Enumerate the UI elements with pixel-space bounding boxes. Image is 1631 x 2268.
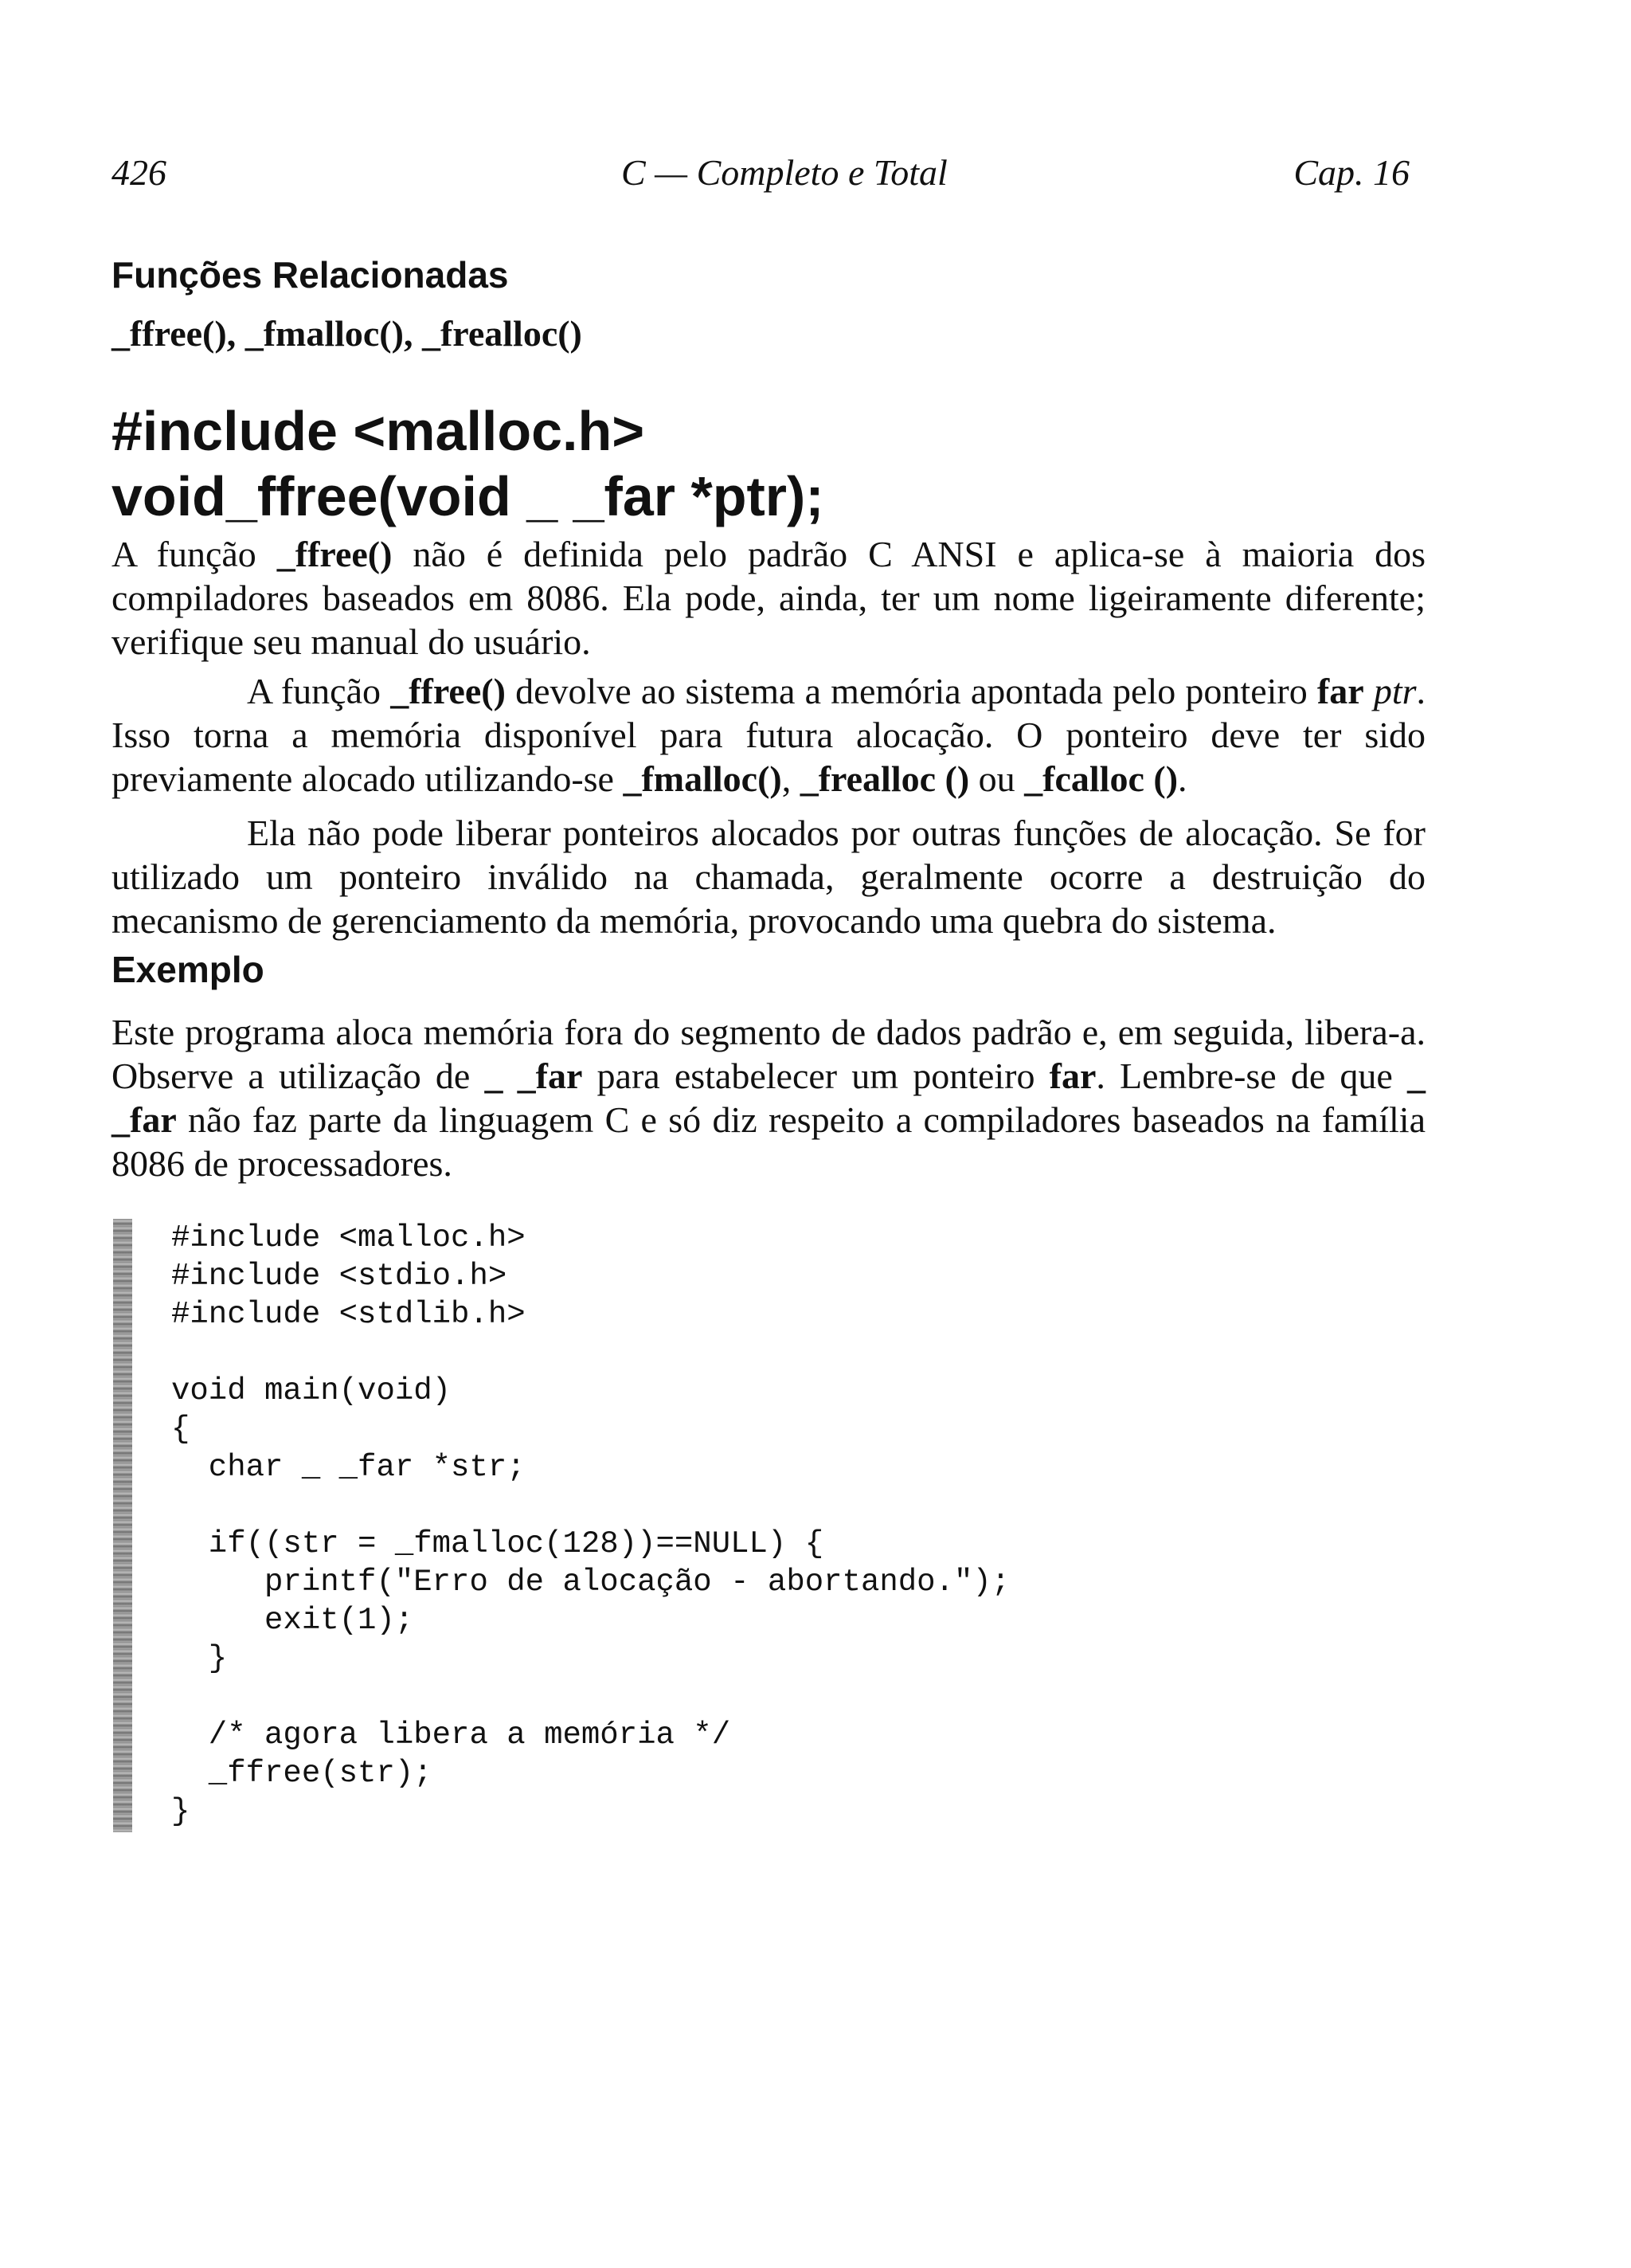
- paragraph-warning: Ela não pode liberar ponteiros alocados por outras funções de alocação. Se for utilizado um ponteiro inválido na chamada, geralmente ocorre a destruição do mecanismo de gerenciamento da memória, provocando uma quebra do sistema.: [111, 813, 1426, 941]
- include-line: #include <malloc.h>: [111, 400, 645, 462]
- example-heading: Exemplo: [111, 949, 264, 990]
- function-prototype: [111, 398, 824, 529]
- code-margin-bar: [113, 1219, 132, 1832]
- signature-line: void_ffree(void _ _far *ptr);: [111, 465, 824, 527]
- paragraph-example-intro: Este programa aloca memória fora do segmento de dados padrão e, em seguida, libera-a. Observe a utilização de _ _far para estabelecer um ponteiro far. Lembre-se de que _ _far não faz parte da linguagem C e só diz respeito a compiladores baseados na família 8086 de processadores.: [111, 1012, 1426, 1184]
- chapter-label: Cap. 16: [1293, 152, 1410, 193]
- page-number: 426: [111, 152, 166, 193]
- paragraph-behavior: A função _ffree() devolve ao sistema a memória apontada pelo ponteiro far ptr. Isso torna a memória disponível para futura alocação. O ponteiro deve ter sido previamente alocado utilizando-se _fmalloc(), _frealloc () ou _fcalloc ().: [111, 671, 1426, 799]
- paragraph-description: A função _ffree() não é definida pelo padrão C ANSI e aplica-se à maioria dos compiladores baseados em 8086. Ela pode, ainda, ter um nome ligeiramente diferente; verifique seu manual do usuário.: [111, 534, 1426, 662]
- code-listing: #include <malloc.h> #include <stdio.h> #include <stdlib.h> void main(void) { char _ _far *str; if((str = _fmalloc(128))==NULL) { printf("Erro de alocação - abortando."); exit(1); } /* agora libera a memória */ _ffree(str); }: [171, 1220, 1011, 1829]
- related-functions-heading: Funções Relacionadas: [111, 254, 509, 296]
- running-title: C — Completo e Total: [621, 152, 948, 193]
- function-name: _ffree(): [276, 534, 393, 574]
- running-header: [111, 151, 1410, 207]
- related-functions-list: _ffree(), _fmalloc(), _frealloc(): [111, 313, 582, 354]
